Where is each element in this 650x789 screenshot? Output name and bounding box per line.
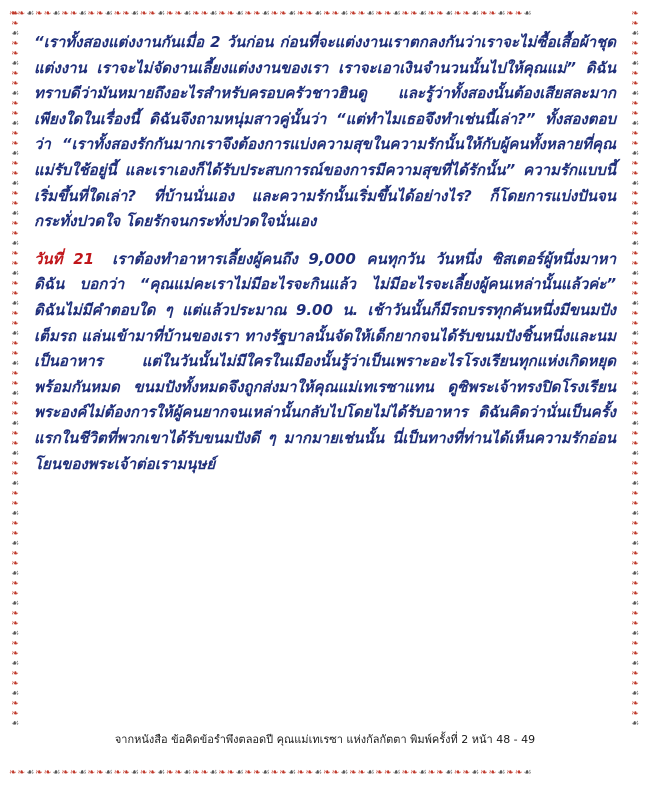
floral-heart-icon [218, 9, 227, 19]
floral-heart-icon [631, 149, 639, 159]
floral-heart-icon [11, 539, 19, 549]
floral-heart-icon [366, 9, 375, 19]
floral-heart-icon [402, 9, 411, 19]
floral-heart-icon [35, 768, 44, 778]
floral-heart-icon [314, 768, 323, 778]
floral-heart-icon [631, 219, 639, 229]
floral-heart-icon [175, 768, 184, 778]
floral-heart-icon [11, 179, 19, 189]
floral-heart-icon [471, 768, 480, 778]
floral-heart-icon [631, 469, 639, 479]
floral-heart-icon [349, 768, 358, 778]
floral-heart-icon [631, 719, 639, 729]
floral-heart-icon [462, 768, 471, 778]
floral-heart-icon [11, 709, 19, 719]
floral-heart-icon [11, 559, 19, 569]
floral-heart-icon [192, 768, 201, 778]
floral-heart-icon [340, 9, 349, 19]
decorative-border-top [9, 9, 641, 21]
floral-heart-icon [78, 768, 87, 778]
floral-heart-icon [297, 768, 306, 778]
floral-heart-icon [11, 149, 19, 159]
floral-heart-icon [11, 599, 19, 609]
floral-heart-icon [631, 299, 639, 309]
floral-heart-icon [631, 369, 639, 379]
floral-heart-icon [631, 449, 639, 459]
floral-heart-icon [262, 768, 271, 778]
floral-heart-icon [631, 479, 639, 489]
floral-heart-icon [11, 199, 19, 209]
floral-heart-icon [279, 768, 288, 778]
floral-heart-icon [253, 9, 262, 19]
floral-heart-icon [26, 768, 35, 778]
floral-heart-icon [11, 659, 19, 669]
floral-heart-icon [11, 69, 19, 79]
floral-heart-icon [631, 569, 639, 579]
floral-heart-icon [631, 349, 639, 359]
floral-heart-icon [88, 768, 97, 778]
floral-heart-icon [489, 9, 498, 19]
floral-heart-icon [11, 89, 19, 99]
floral-heart-icon [631, 279, 639, 289]
floral-heart-icon [631, 39, 639, 49]
floral-heart-icon [631, 509, 639, 519]
floral-heart-icon [631, 599, 639, 609]
floral-heart-icon [131, 768, 140, 778]
floral-heart-icon [436, 768, 445, 778]
day-label: วันที่ 21 [34, 249, 95, 268]
floral-heart-icon [631, 529, 639, 539]
floral-heart-icon [253, 768, 262, 778]
floral-heart-icon [305, 9, 314, 19]
floral-heart-icon [61, 9, 70, 19]
floral-heart-icon [631, 689, 639, 699]
floral-heart-icon [631, 309, 639, 319]
floral-heart-icon [11, 509, 19, 519]
floral-heart-icon [631, 489, 639, 499]
floral-heart-icon [11, 589, 19, 599]
floral-heart-icon [61, 768, 70, 778]
floral-heart-icon [157, 9, 166, 19]
floral-heart-icon [105, 768, 114, 778]
floral-heart-icon [631, 169, 639, 179]
floral-heart-icon [114, 768, 123, 778]
floral-heart-icon [271, 9, 280, 19]
floral-heart-icon [436, 9, 445, 19]
floral-heart-icon [122, 768, 131, 778]
floral-heart-icon [384, 768, 393, 778]
floral-heart-icon [11, 169, 19, 179]
floral-heart-icon [11, 409, 19, 419]
floral-heart-icon [11, 209, 19, 219]
floral-heart-icon [140, 9, 149, 19]
floral-heart-icon [631, 699, 639, 709]
floral-heart-icon [332, 9, 341, 19]
floral-heart-icon [11, 309, 19, 319]
floral-heart-icon [88, 9, 97, 19]
floral-heart-icon [26, 9, 35, 19]
floral-heart-icon [11, 459, 19, 469]
floral-heart-icon [631, 579, 639, 589]
floral-heart-icon [11, 219, 19, 229]
floral-heart-icon [11, 499, 19, 509]
floral-heart-icon [105, 9, 114, 19]
floral-heart-icon [631, 549, 639, 559]
paragraph-day-21 [34, 247, 616, 477]
floral-heart-icon [631, 639, 639, 649]
floral-heart-icon [375, 9, 384, 19]
floral-heart-icon [288, 768, 297, 778]
floral-heart-icon [148, 768, 157, 778]
floral-heart-icon [631, 239, 639, 249]
floral-heart-icon [631, 679, 639, 689]
floral-heart-icon [11, 139, 19, 149]
floral-heart-icon [419, 768, 428, 778]
floral-heart-icon [11, 269, 19, 279]
floral-heart-icon [227, 9, 236, 19]
floral-heart-icon [631, 499, 639, 509]
floral-heart-icon [192, 9, 201, 19]
floral-heart-icon [11, 289, 19, 299]
floral-heart-icon [445, 768, 454, 778]
floral-heart-icon [11, 239, 19, 249]
document-body [34, 30, 616, 477]
floral-heart-icon [305, 768, 314, 778]
floral-heart-icon [11, 629, 19, 639]
floral-heart-icon [11, 689, 19, 699]
floral-heart-icon [506, 768, 515, 778]
floral-heart-icon [631, 379, 639, 389]
floral-heart-icon [11, 719, 19, 729]
floral-heart-icon [11, 469, 19, 479]
floral-heart-icon [631, 319, 639, 329]
floral-heart-icon [631, 109, 639, 119]
floral-heart-icon [11, 369, 19, 379]
floral-heart-icon [11, 679, 19, 689]
floral-heart-icon [631, 669, 639, 679]
floral-heart-icon [11, 389, 19, 399]
floral-heart-icon [262, 9, 271, 19]
floral-heart-icon [631, 9, 639, 19]
floral-heart-icon [375, 768, 384, 778]
floral-heart-icon [11, 319, 19, 329]
floral-heart-icon [631, 659, 639, 669]
floral-heart-icon [631, 139, 639, 149]
floral-heart-icon [631, 339, 639, 349]
floral-heart-icon [631, 359, 639, 369]
floral-heart-icon [631, 29, 639, 39]
floral-heart-icon [209, 9, 218, 19]
floral-heart-icon [288, 9, 297, 19]
floral-heart-icon [631, 329, 639, 339]
floral-heart-icon [148, 9, 157, 19]
floral-heart-icon [480, 9, 489, 19]
floral-heart-icon [419, 9, 428, 19]
floral-heart-icon [631, 159, 639, 169]
floral-heart-icon [11, 449, 19, 459]
floral-heart-icon [11, 329, 19, 339]
floral-heart-icon [11, 59, 19, 69]
floral-heart-icon [78, 9, 87, 19]
floral-heart-icon [11, 249, 19, 259]
floral-heart-icon [358, 9, 367, 19]
floral-heart-icon [631, 619, 639, 629]
floral-heart-icon [11, 699, 19, 709]
floral-heart-icon [631, 589, 639, 599]
floral-heart-icon [366, 768, 375, 778]
decorative-border-right [629, 9, 641, 780]
floral-heart-icon [11, 619, 19, 629]
floral-heart-icon [631, 179, 639, 189]
floral-heart-icon [11, 529, 19, 539]
floral-heart-icon [11, 99, 19, 109]
floral-heart-icon [410, 768, 419, 778]
floral-heart-icon [11, 339, 19, 349]
floral-heart-icon [11, 669, 19, 679]
floral-heart-icon [454, 9, 463, 19]
floral-heart-icon [631, 69, 639, 79]
floral-heart-icon [462, 9, 471, 19]
paragraph-text: เราต้องทำอาหารเลี้ยงผู้คนถึง 9,000 คนทุกวัน วันหนึ่ง ซิสเตอร์ผู้หนึ่งมาหาดิฉัน บอกว่า “คุณแม่คะเราไม่มีอะไรจะกินแล้ว ไม่มีอะไรจะเลี้ยงผู้คนเหล่านั้นแล้วค่ะ” ดิฉันไม่มีคำตอบใด ๆ แต่แล้วประมาณ 9.00 น. เช้าวันนั้นก็มีรถบรรทุกคันหนึ่งมีขนมปังเต็มรถ แล่นเข้ามาที่บ้านของเรา ทางรัฐบาลนั้นจัดให้เด็กยากจนได้รับขนมปังชิ้นหนึ่งและนมเป็นอาหาร แต่ในวันนั้นไม่มีใครในเมืองนั้นรู้ว่าเป็นเพราะอะไรโรงเรียนทุกแห่งเกิดหยุดพร้อมกันหมด ขนมปังทั้งหมดจึงถูกส่งมาให้คุณแม่เทเรซาแทน ดูซิพระเจ้าทรงปิดโรงเรียน พระองค์ไม่ต้องการให้ผู้คนยากจนเหล่านั้นกลับไปโดยไม่ได้รับอาหาร ดิฉันคิดว่านั่นเป็นครั้งแรกในชีวิตที่พวกเขาได้รับขนมปังดี ๆ มากมายเช่นนั้น นี่เป็นทางที่ท่านได้เห็นความรักอ่อนโยนของพระเจ้าต่อเรามนุษย์ [34, 249, 616, 473]
floral-heart-icon [349, 9, 358, 19]
floral-heart-icon [332, 768, 341, 778]
floral-heart-icon [140, 768, 149, 778]
floral-heart-icon [631, 649, 639, 659]
floral-heart-icon [631, 209, 639, 219]
floral-heart-icon [11, 279, 19, 289]
floral-heart-icon [631, 59, 639, 69]
floral-heart-icon [70, 9, 79, 19]
floral-heart-icon [245, 9, 254, 19]
floral-heart-icon [631, 269, 639, 279]
floral-heart-icon [631, 19, 639, 29]
floral-heart-icon [631, 99, 639, 109]
floral-heart-icon [631, 389, 639, 399]
decorative-border-left [9, 9, 21, 780]
floral-heart-icon [314, 9, 323, 19]
floral-heart-icon [393, 9, 402, 19]
floral-heart-icon [471, 9, 480, 19]
floral-heart-icon [11, 549, 19, 559]
floral-heart-icon [11, 379, 19, 389]
floral-heart-icon [11, 479, 19, 489]
floral-heart-icon [497, 9, 506, 19]
floral-heart-icon [428, 9, 437, 19]
floral-heart-icon [631, 199, 639, 209]
floral-heart-icon [11, 159, 19, 169]
floral-heart-icon [340, 768, 349, 778]
floral-heart-icon [11, 299, 19, 309]
floral-heart-icon [631, 119, 639, 129]
floral-heart-icon [454, 768, 463, 778]
floral-heart-icon [323, 9, 332, 19]
floral-heart-icon [11, 579, 19, 589]
floral-heart-icon [70, 768, 79, 778]
floral-heart-icon [297, 9, 306, 19]
floral-heart-icon [393, 768, 402, 778]
floral-heart-icon [35, 9, 44, 19]
floral-heart-icon [209, 768, 218, 778]
floral-heart-icon [480, 768, 489, 778]
floral-heart-icon [631, 459, 639, 469]
floral-heart-icon [11, 649, 19, 659]
floral-heart-icon [631, 49, 639, 59]
floral-heart-icon [52, 768, 61, 778]
floral-heart-icon [201, 768, 210, 778]
floral-heart-icon [11, 9, 19, 19]
floral-heart-icon [631, 229, 639, 239]
floral-heart-icon [11, 419, 19, 429]
floral-heart-icon [11, 49, 19, 59]
floral-heart-icon [11, 489, 19, 499]
floral-heart-icon [428, 768, 437, 778]
floral-heart-icon [11, 519, 19, 529]
floral-heart-icon [523, 9, 532, 19]
floral-heart-icon [201, 9, 210, 19]
floral-heart-icon [218, 768, 227, 778]
floral-heart-icon [11, 639, 19, 649]
floral-heart-icon [183, 768, 192, 778]
floral-heart-icon [279, 9, 288, 19]
floral-heart-icon [631, 539, 639, 549]
floral-heart-icon [631, 249, 639, 259]
floral-heart-icon [11, 229, 19, 239]
floral-heart-icon [506, 9, 515, 19]
floral-heart-icon [631, 189, 639, 199]
paragraph-wedding-story [34, 30, 616, 235]
floral-heart-icon [271, 768, 280, 778]
floral-heart-icon [410, 9, 419, 19]
floral-heart-icon [227, 768, 236, 778]
floral-heart-icon [631, 609, 639, 619]
floral-heart-icon [175, 9, 184, 19]
paragraph-text: “เราทั้งสองแต่งงานกันเมื่อ 2 วันก่อน ก่อนที่จะแต่งงานเราตกลงกันว่าเราจะไม่ซื้อเสื้อผ้าชุดแต่งงาน เราจะไม่จัดงานเลี้ยงแต่งงานของเรา เราจะเอาเงินจำนวนนั้นไปให้คุณแม่” ดิฉันทราบดีว่ามันหมายถึงอะไรสำหรับครอบครัวชาวฮินดู และรู้ว่าทั้งสองนั้นต้องเสียสละมากเพียงใดในเรื่องนี้ ดิฉันจึงถามหนุ่มสาวคู่นั้นว่า “แต่ทำไมเธอจึงทำเช่นนี้เล่า?” ทั้งสองตอบว่า “เราทั้งสองรักกันมากเราจึงต้องการแบ่งความสุขในความรักนั้นให้กับผู้คนทั้งหลายที่คุณแม่รับใช้อยู่นี้ และเราเองก็ได้รับประสบการณ์ของการมีความสุขที่ได้รักนั้น” ความรักแบบนี้เริ่มขึ้นที่ใดเล่า? ที่บ้านนั่นเอง และความรักนั้นเริ่มขึ้นได้อย่างไร? ก็โดยการแบ่งปันจนกระทั่งปวดใจ โดยรักจนกระทั่งปวดใจนั่นเอง [34, 33, 616, 231]
floral-heart-icon [96, 768, 105, 778]
floral-heart-icon [445, 9, 454, 19]
floral-heart-icon [122, 9, 131, 19]
floral-heart-icon [631, 89, 639, 99]
floral-heart-icon [631, 399, 639, 409]
floral-heart-icon [631, 289, 639, 299]
floral-heart-icon [44, 768, 53, 778]
floral-heart-icon [631, 409, 639, 419]
floral-heart-icon [11, 429, 19, 439]
floral-heart-icon [11, 349, 19, 359]
floral-heart-icon [11, 259, 19, 269]
floral-heart-icon [11, 79, 19, 89]
floral-heart-icon [631, 439, 639, 449]
floral-heart-icon [515, 9, 524, 19]
floral-heart-icon [515, 768, 524, 778]
decorative-border-bottom [9, 768, 641, 780]
floral-heart-icon [166, 9, 175, 19]
floral-heart-icon [11, 119, 19, 129]
floral-heart-icon [11, 29, 19, 39]
floral-heart-icon [11, 109, 19, 119]
floral-heart-icon [44, 9, 53, 19]
floral-heart-icon [183, 9, 192, 19]
floral-heart-icon [631, 419, 639, 429]
floral-heart-icon [131, 9, 140, 19]
floral-heart-icon [52, 9, 61, 19]
floral-heart-icon [323, 768, 332, 778]
source-citation: จากหนังสือ ข้อคิดข้อรำพึงตลอดปี คุณแม่เทเรซา แห่งกัลกัตตา พิมพ์ครั้งที่ 2 หน้า 48 - 49 [114, 733, 536, 746]
floral-heart-icon [631, 259, 639, 269]
floral-heart-icon [157, 768, 166, 778]
floral-heart-icon [631, 79, 639, 89]
floral-heart-icon [114, 9, 123, 19]
floral-heart-icon [631, 559, 639, 569]
floral-heart-icon [631, 629, 639, 639]
floral-heart-icon [11, 359, 19, 369]
floral-heart-icon [235, 9, 244, 19]
floral-heart-icon [11, 609, 19, 619]
floral-heart-icon [523, 768, 532, 778]
floral-heart-icon [497, 768, 506, 778]
floral-heart-icon [245, 768, 254, 778]
floral-heart-icon [11, 189, 19, 199]
floral-heart-icon [11, 439, 19, 449]
floral-heart-icon [166, 768, 175, 778]
floral-heart-icon [631, 429, 639, 439]
floral-heart-icon [402, 768, 411, 778]
floral-heart-icon [631, 129, 639, 139]
floral-heart-icon [11, 399, 19, 409]
floral-heart-icon [235, 768, 244, 778]
floral-heart-icon [384, 9, 393, 19]
floral-heart-icon [11, 19, 19, 29]
floral-heart-icon [96, 9, 105, 19]
floral-heart-icon [11, 129, 19, 139]
floral-heart-icon [631, 519, 639, 529]
floral-heart-icon [489, 768, 498, 778]
floral-heart-icon [11, 569, 19, 579]
floral-heart-icon [358, 768, 367, 778]
floral-heart-icon [11, 39, 19, 49]
floral-heart-icon [631, 709, 639, 719]
